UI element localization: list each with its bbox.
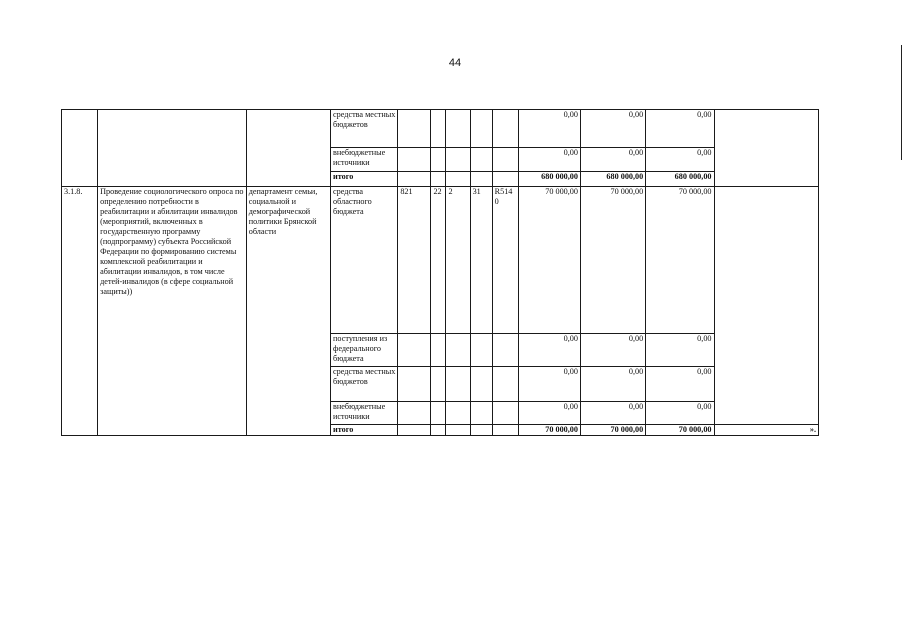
source-cell: внебюджетные источники — [331, 402, 398, 425]
closing-quote-mark: ». — [714, 425, 819, 436]
note-cell — [714, 110, 819, 187]
total-value-cell: 680 000,00 — [580, 172, 645, 187]
total-value-cell: 70 000,00 — [580, 425, 645, 436]
description-cell: Проведение социологического опроса по определению потребности в реабилитации и абилитации инвалидов (мероприятий, включенных в государственную программу (подпрограмму) субъекта Российской Федерации по формированию системы комплексной реабилитации и абилитации инвалидов, в том числе детей-инвалидов (в сфере социальной защиты)) — [98, 187, 247, 436]
value-cell: 0,00 — [646, 402, 714, 425]
value-cell: 0,00 — [518, 334, 580, 367]
margin-rule — [901, 45, 902, 160]
source-cell: средства областного бюджета — [331, 187, 398, 334]
value-cell: 0,00 — [646, 334, 714, 367]
value-cell: 70 000,00 — [518, 187, 580, 334]
value-cell: 0,00 — [580, 367, 645, 402]
grbs-code-cell: 821 — [398, 187, 431, 334]
total-value-cell: 680 000,00 — [518, 172, 580, 187]
value-cell: 0,00 — [518, 148, 580, 172]
table-row — [62, 187, 819, 334]
executor-cell: департамент семьи, социальной и демографической политики Брянской области — [246, 187, 330, 436]
value-cell: 0,00 — [646, 148, 714, 172]
value-cell: 0,00 — [580, 110, 645, 148]
source-cell: поступления из федерального бюджета — [331, 334, 398, 367]
value-cell: 0,00 — [646, 110, 714, 148]
value-cell: 0,00 — [518, 367, 580, 402]
note-cell — [714, 187, 819, 425]
executor-cell — [246, 110, 330, 187]
expense-code-cell: R5140 — [492, 187, 518, 334]
source-cell: средства местных бюджетов — [331, 367, 398, 402]
value-cell: 0,00 — [580, 148, 645, 172]
table-row — [62, 110, 819, 148]
value-cell: 0,00 — [580, 334, 645, 367]
item-number-cell — [62, 110, 98, 187]
total-value-cell: 70 000,00 — [646, 425, 714, 436]
value-cell: 70 000,00 — [646, 187, 714, 334]
item-number-cell: 3.1.8. — [62, 187, 98, 436]
value-cell: 0,00 — [518, 402, 580, 425]
source-cell: внебюджетные источники — [331, 148, 398, 172]
source-cell: итого — [331, 425, 398, 436]
source-cell: средства местных бюджетов — [331, 110, 398, 148]
budget-table — [61, 109, 819, 436]
total-value-cell: 70 000,00 — [518, 425, 580, 436]
target-code-cell: 31 — [470, 187, 492, 334]
total-value-cell: 680 000,00 — [646, 172, 714, 187]
source-cell: итого — [331, 172, 398, 187]
value-cell: 0,00 — [580, 402, 645, 425]
description-cell — [98, 110, 247, 187]
section-code-cell: 22 — [431, 187, 446, 334]
subsection-code-cell: 2 — [446, 187, 470, 334]
value-cell: 0,00 — [518, 110, 580, 148]
page-number: 44 — [448, 57, 462, 69]
value-cell: 70 000,00 — [580, 187, 645, 334]
value-cell: 0,00 — [646, 367, 714, 402]
